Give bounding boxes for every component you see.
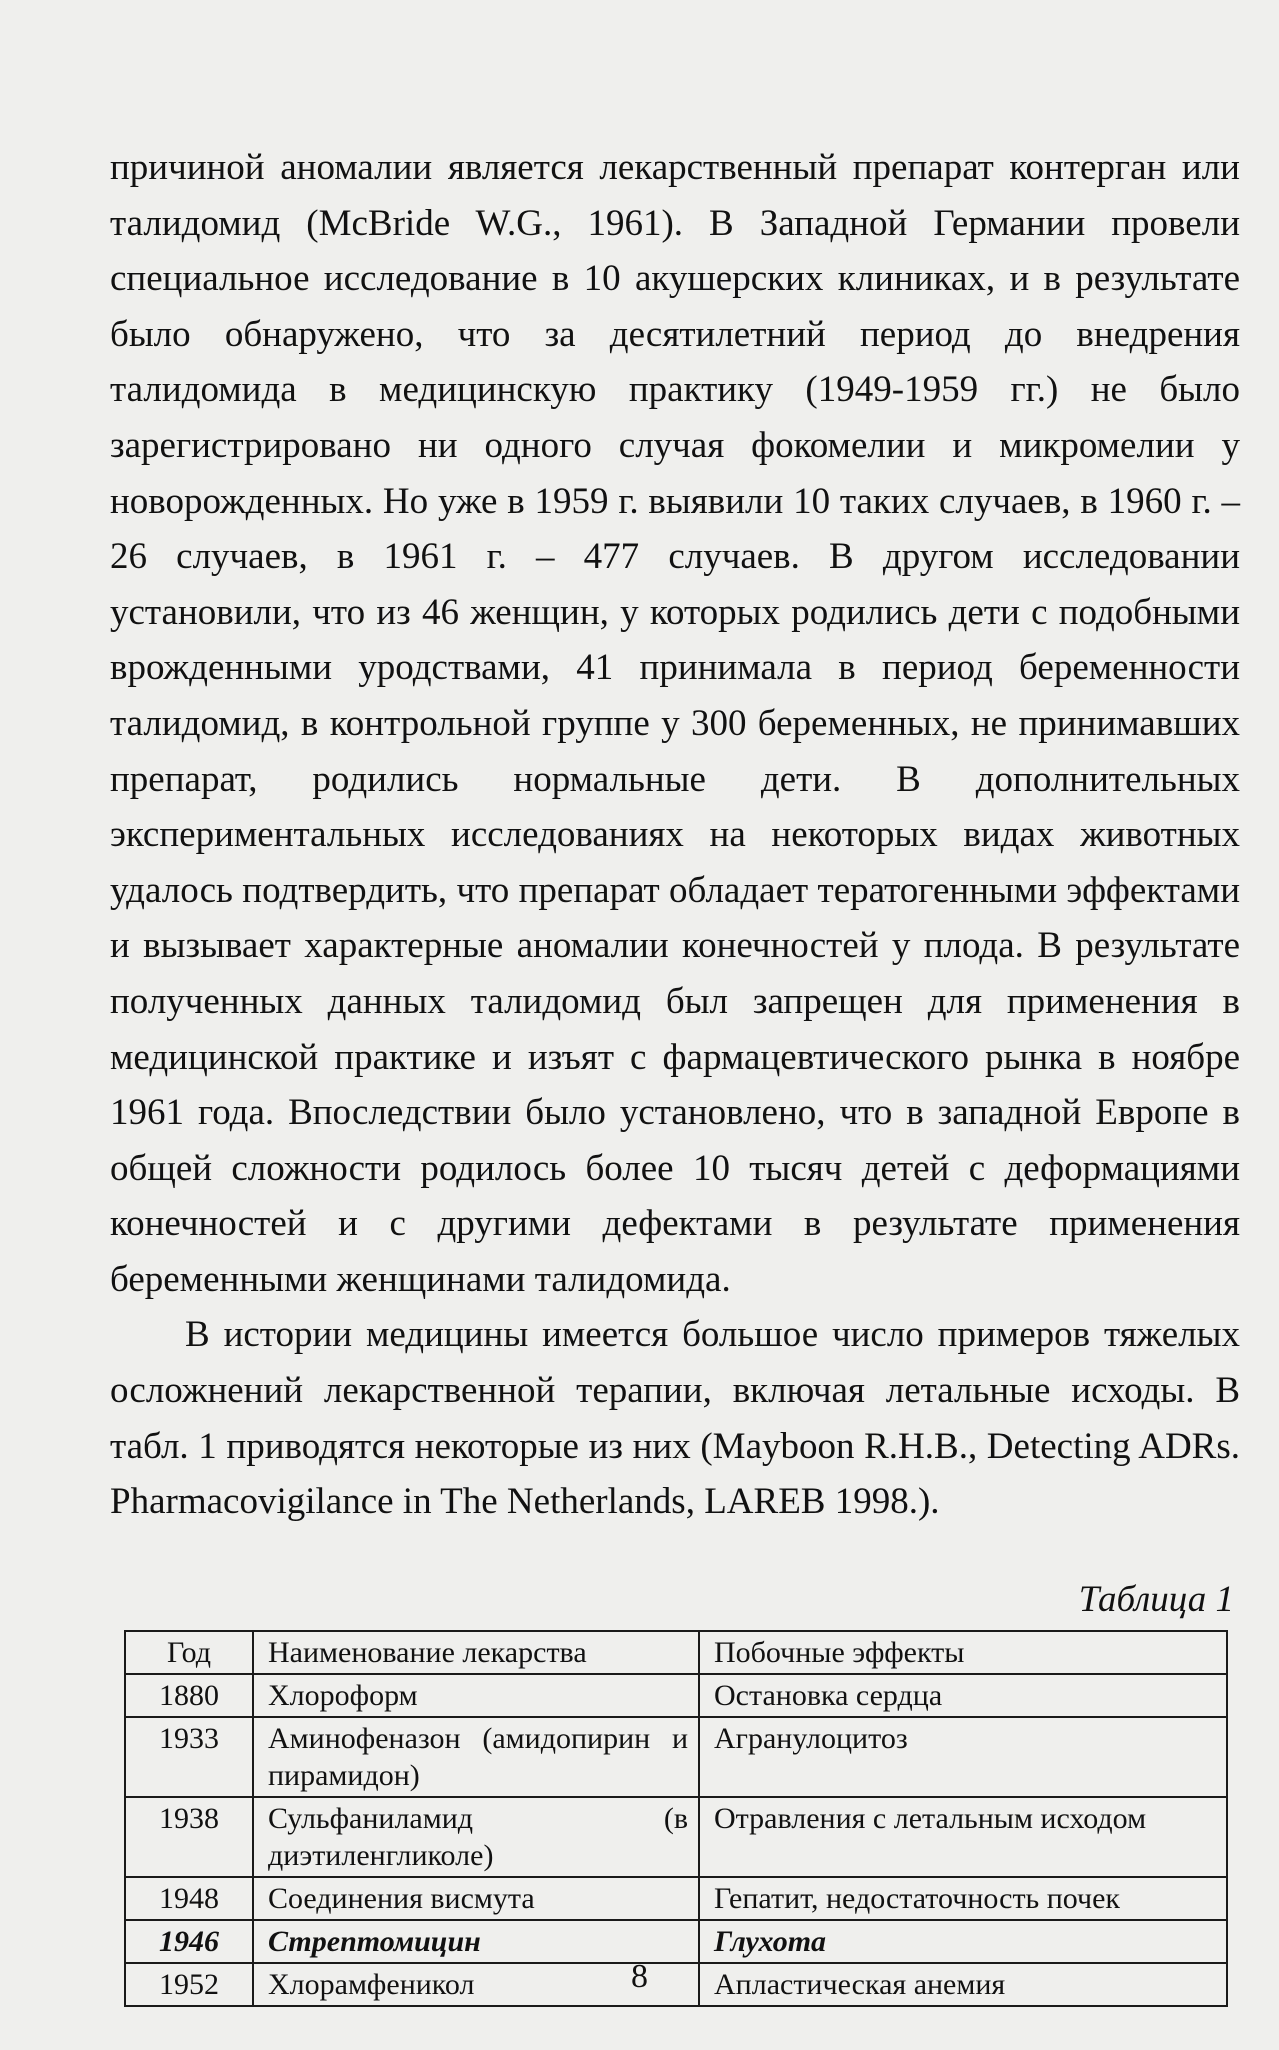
page-content [110,140,1240,2007]
cell-year: 1946 [125,1920,253,1963]
header-side-effects: Побочные эффекты [699,1631,1227,1674]
table-row [125,1717,1227,1797]
cell-side-effect: Отравления с летальным исходом [699,1797,1227,1877]
cell-drug-name: Стрептомицин [253,1920,699,1963]
cell-drug-name: Соединения висмута [253,1877,699,1920]
cell-drug-name: Аминофеназон (амидопирин и пирамидон) [253,1717,699,1797]
cell-year: 1880 [125,1674,253,1717]
page-number: 8 [631,1958,648,1995]
cell-year: 1952 [125,1963,253,2006]
paragraph-history: В истории медицины имеется большое число примеров тяжелых осложнений лекарственной терапии, включая летальные исходы. В табл. 1 приводятся некоторые из них (Mayboon R.H.B., Detecting ADRs. Pharmacovigilance in The Netherlands, LAREB 1998.). [110,1314,1240,1523]
cell-year: 1933 [125,1717,253,1797]
cell-drug-name: Сульфаниламид (в диэтиленгликоле) [253,1797,699,1877]
cell-side-effect: Гепатит, недостаточность почек [699,1877,1227,1920]
adverse-effects-table [124,1630,1228,2007]
cell-side-effect: Глухота [699,1920,1227,1963]
paragraph-thalidomide: причиной аномалии является лекарственный препарат контерган или талидомид (McBride W.G., 1961). В Западной Германии провели специальное исследование в 10 акушерских клиниках, и в результате было обнаружено, что за десятилетний период до внедрения талидомида в медицинскую практику (1949-1959 гг.) не было зарегистрировано ни одного случая фокомелии и микромелии у новорожденных. Но уже в 1959 г. выявили 10 таких случаев, в 1960 г. – 26 случаев, в 1961 г. – 477 случаев. В другом исследовании установили, что из 46 женщин, у которых родились дети с подобными врожденными уродствами, 41 принимала в период беременности талидомид, в контрольной группе у 300 беременных, не принимавших препарат, родились нормальные дети. В дополнительных экспериментальных исследованиях на некоторых видах животных удалось подтвердить, что препарат обладает тератогенными эффектами и вызывает характерные аномалии конечностей у плода. В результате полученных данных талидомид был запрещен для применения в медицинской практике и изъят с фармацевтического рынка в ноябре 1961 года. Впоследствии было установлено, что в западной Европе в общей сложности родилось более 10 тысяч детей с деформациями конечностей и с другими дефектами в результате применения беременными женщинами талидомида. [110,147,1240,1300]
header-drug-name: Наименование лекарства [253,1631,699,1674]
header-year: Год [125,1631,253,1674]
table-row [125,1877,1227,1920]
table-header-row [125,1631,1227,1674]
cell-side-effect: Апластическая анемия [699,1963,1227,2006]
cell-side-effect: Остановка сердца [699,1674,1227,1717]
table-row [125,1674,1227,1717]
cell-side-effect: Агранулоцитоз [699,1717,1227,1797]
table-caption: Таблица 1 [1078,1578,1234,1620]
cell-drug-name: Хлорамфеникол [253,1963,699,2006]
cell-year: 1938 [125,1797,253,1877]
cell-year: 1948 [125,1877,253,1920]
table-row [125,1797,1227,1877]
cell-drug-name: Хлороформ [253,1674,699,1717]
